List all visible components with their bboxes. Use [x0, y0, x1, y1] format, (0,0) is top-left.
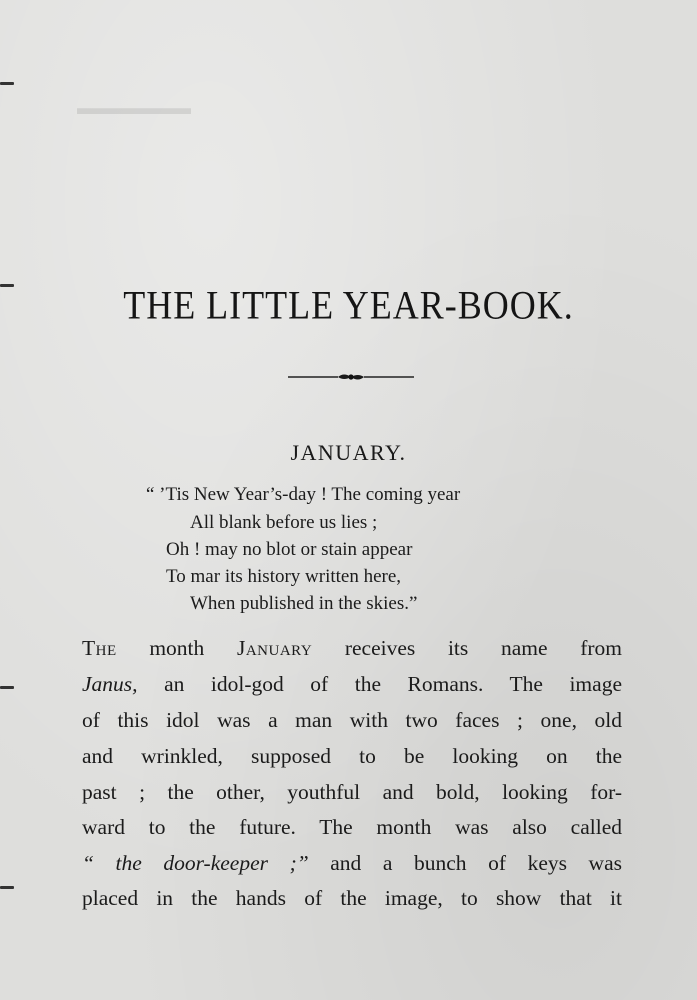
paragraph-text: an idol-god of the Romans. The image: [137, 672, 622, 696]
paragraph-line: past ; the other, youthful and bold, looking for-: [82, 780, 622, 804]
book-title: THE LITTLE YEAR-BOOK.: [123, 282, 574, 328]
paragraph-text: month: [116, 636, 237, 660]
paragraph-lead-word: The: [82, 636, 117, 660]
paragraph-text: and a bunch of keys was: [308, 851, 622, 875]
paragraph-line: [82, 672, 622, 697]
paragraph-line: [82, 636, 622, 661]
page-edge-mark: [0, 886, 14, 889]
paragraph-line: of this idol was a man with two faces ; one, old: [82, 708, 622, 732]
poem-line: “ ’Tis New Year’s-day ! The coming year: [146, 484, 461, 505]
month-heading: JANUARY.: [290, 440, 407, 465]
divider-ornament-icon: [286, 370, 416, 384]
page-edge-mark: [0, 82, 14, 85]
month-name: January: [236, 636, 313, 660]
poem-line: All blank before us lies ;: [190, 512, 378, 533]
poem-line: Oh ! may no blot or stain appear: [166, 539, 413, 560]
paragraph-line: placed in the hands of the image, to show that it: [82, 886, 622, 910]
page-edge-mark: [0, 686, 14, 689]
poem-line: When published in the skies.”: [190, 593, 418, 614]
quoted-epithet: “ the door-keeper ;”: [82, 851, 309, 875]
paragraph-line: ward to the future. The month was also called: [82, 815, 622, 839]
paragraph-line: and wrinkled, supposed to be looking on the: [82, 744, 622, 768]
poem-line: To mar its history written here,: [166, 566, 402, 587]
paragraph-text: receives its name from: [312, 636, 622, 660]
show-through-shading: ▬▬▬▬▬▬: [77, 98, 191, 119]
paragraph-line: [82, 851, 622, 876]
deity-name: Janus,: [82, 672, 138, 696]
